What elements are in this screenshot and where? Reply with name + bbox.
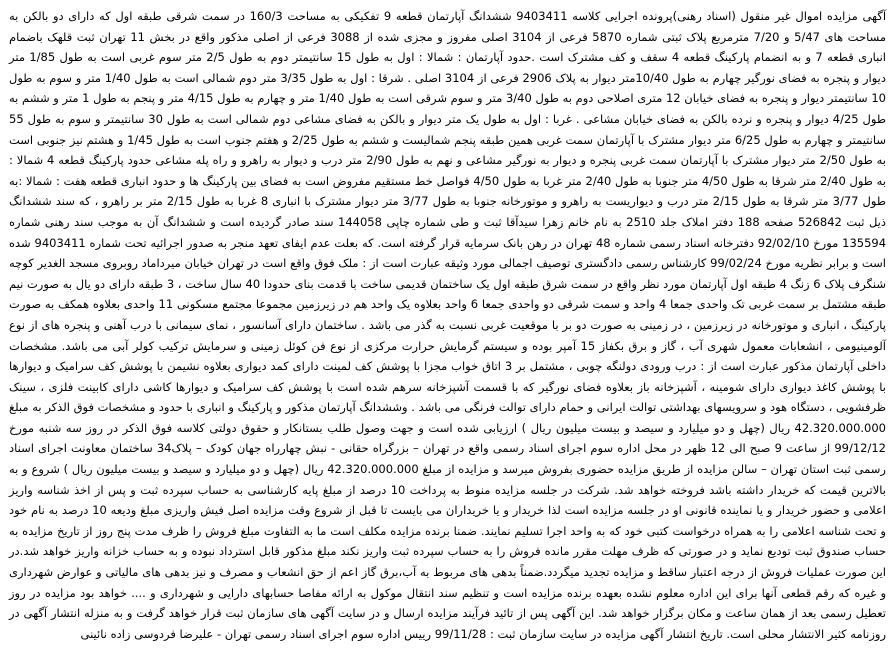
auction-notice-text: آگهی مزایده اموال غیر منقول (اسناد رهنی)پرونده اجرایی کلاسه 9403411 ششدانگ آپارتمان قطعه 9 تفکیکی به مساحت 160/3 در سمت شرقی طبقه اول که دارای دو بالکن به مساحت های 5/47 و 7/20 مترمربع پلاک ثبتی شماره 5870 فرعی از 3104 اصلی مفروز و مجزی شده از 3088 فرعی از اصلی مذکور واقع در بخش 11 تهران ثبت قلهک باضمام انباری قطعه 7 و به انضمام پارکینگ قطعه 4 سقف و کف مشترک است .حدود آپارتمان : شمالا : اول به طول 15 سانتیمتر دوم به طول 2/5 متر سوم غربی است به طول 1/85 متر دیوار و پنجره به فضای نورگیر چهارم به طول 10/40متر دیوار به پلاک 2906 فرعی از 3104 اصلی . شرقا : اول به طول 3/35 متر دوم شمالی است به طول 1/40 متر و سوم به طول 10 سانتیمتر دیوار و پنجره به فضای خیابان 12 متری اصلاحی دوم به طول 3/40 متر و سوم شرقی است به طول 1/40 متر و چهارم به طول 4/15 متر و پنجم به طول 1 متر و ششم به طول 4/25 دیوار و پنجره و نرده بالکن به فضای خیابان مشاعی . غربا : اول به طول یک متر دیوار و بالکن به فضای مشاعی دوم شمالی است به طول 30 سانتیمتر و سوم به طول 55 سانتیمتر و چهارم به طول 6/25 متر دیوار مشترک با آپارتمان سمت غربی همین طبقه پنجم شمالیست و ششم به طول 2/25 و هفتم جنوب است به طول 1/45 و هشتم نیز جنوبی است به طول 2/50 متر دیوار مشترک با آپارتمان سمت غربی پنجره و دیوار به نورگیر مشاعی و نهم به طول 2/90 متر درب و دیوار به راهرو و راه پله مشاعی حدود پارکینگ قطعه 4 شمالا : به طول 2/40 متر شرقا به طول 4/50 متر جنوبا به طول 2/40 متر غربا به طول 4/50 فواصل خط مستقیم مفروض است به فضای بین پارکینگ ها و حدود انباری قطعه هفت : شمالا :به طول 3/77 متر شرقا به طول 2/15 متر درب و دیواریست به راهرو و موتورخانه جنوبا به طول 3/77 متر دیوار مشترک با انباری 8 غربا به طول 2/15 متر بر راهرو ، که سند ششدانگ ذیل ثبت 526842 صفحه 188 دفتر املاک جلد 2510 به نام خانم زهرا سیدآقا ثبت و طی شماره چاپی 144058 سند صادر گردیده است و ششدانگ آن به موجب سند رهنی شماره 135594 مورخ 92/02/10 دفترخانه اسناد رسمی شماره 48 تهران در رهن بانک سرمایه قرار گرفته است. که بعلت عدم ایفای تعهد منجر به صدور اجرائیه تحت شماره 9403411 شده است و برابر نظریه مورخ 99/02/24 کارشناس رسمی دادگستری توصیف اجمالی مورد وثیقه عبارت است از : ملک فوق واقع است در تهران خیابان میرداماد روبروی مسجد الغدیر کوچه شنگرف پلاک 6 زنگ 4 طبقه اول آپارتمان مورد نظر واقع در سمت شرق طبقه اول یک ساختمان قدیمی ساخت با قدمت بنای حدودا 40 سال ساخت ، 3 طبقه دارای دو یال به صورت نیم طبقه مشتمل بر سمت غربی تک واحدی جمعا 4 واحد و سمت شرقی دو واحدی جمعا 6 واحد بعلاوه یک واحد هم در زیرزمین مجموعا مجتمع مسکونی 11 واحدی بعلاوه همکف به صورت پارکینگ ، انباری و موتورخانه در زیرزمین ، در زمینی به صورت دو بر با موقعیت غربی نسبت به گذر می باشد . ساختمان دارای آسانسور ، نمای سیمانی با درب آهنی و پنجره های از نوع آلومینیومی ، انشعابات معمول شهری آب ، گاز و برق بکفاز 15 آمپر بوده و سیستم گرمایش حرارت مرکزی از نوع فن کوئل زمینی و سرمایش ترکیب کولر آبی می باشد. مشخصات داخلی آپارتمان مذکور عبارت است از : درب ورودی دولنگه چوبی ، مشتمل بر 3 اتاق خواب مجزا با پوشش کف لمینت دارای کمد دیواری بعلاوه نشیمن با پوشش کف سرامیک و دیوارها با پوشش کاغذ دیواری دارای شومینه ، آشپزخانه باز بعلاوه فضای نورگیر که با قسمت آشپزخانه سرهم شده است با پوشش کف سرامیک و دیوارها کاشی دارای کابینت فلزی ، سینک ظرفشویی ، دستگاه هود و سرویسهای بهداشتی توالت ایرانی و حمام دارای توالت فرنگی می باشد . وششدانگ آپارتمان مذکور و پارکینگ و انباری با حدود و مشخصات فوق الذکر به مبلغ 42.320.000.000 ریال (چهل و دو میلیارد و سیصد و بیست میلیون ریال ) ارزیابی شده است و جهت وصول طلب بستانکار و حقوق دولتی کلاسه فوق الذکر در روز سه شنبه مورخ 99/12/12 از ساعت 9 صبح الی 12 ظهر در محل اداره سوم اجرای اسناد رسمی واقع در تهران – بزرگراه حقانی - نبش چهارراه جهان کودک – پلاک34 ساختمان معاونت اجرای اسناد رسمی ثبت استان تهران – سالن مزایده از طریق مزایده حضوری بفروش میرسد و مزایده از مبلغ 42.320.000.000 ریال (چهل و دو میلیارد و سیصد و بیست میلیون ریال ) شروع و به بالاترین قیمت که خریدار داشته باشد فروخته خواهد شد. شرکت در جلسه مزایده منوط به پرداخت 10 درصد از مبلغ پایه کارشناسی به حساب سپرده ثبت و پس از اخذ شناسه واریز اعلامی و حضور خریدار و یا نماینده قانونی او در جلسه مزایده است لذا خریدار و یا خریداران می بایست تا قبل از شروع وقت مزایده اصل فیش واریزی مبلغ ودیعه 10 درصد به نام خود و تحت شناسه اعلامی را به همراه درخواست کتبی خود که به واحد اجرا تسلیم نمایند. ضمنا برنده مزایده مکلف است ما به التفاوت مبلغ فروش را ظرف مدت پنج روز از تاریخ مزایده به حساب صندوق ثبت تودیع نماید و در صورتی که ظرف مهلت مقرر مانده فروش را به حساب سپرده ثبت واریز نکند مبلغ مذکور قابل استرداد نبوده و به حساب خزانه واریز خواهد شد.در این صورت عملیات فروش از درجه اعتبار ساقط و مزایده تجدید میگردد.ضمناً بدهی های مربوط به آب،برق گاز اعم از حق انشعاب و مصرف و نیز بدهی های مالیاتی و عوارض شهرداری و غیره که رقم قطعی آنها برای این اداره معلوم نشده بعهده برنده مزایده است و تنظیم سند انتقال موکول به ارائه مفاصا حسابهای دارایی و شهرداری و .... خواهد بود مزایده در روز تعطیل رسمی بعد از همان ساعت و مکان برگزار خواهد شد. این آگهی پس از تائید فرآیند مزایده ارسال و در سایت آگهی های سازمان ثبت قرار خواهد گرفت و به منزله انتشار آگهی در روزنامه کثیر الانتشار محلی است. تاریخ انتشار آگهی مزایده در سایت سازمان ثبت : 99/11/28 رییس اداره سوم اجرای اسناد رسمی تهران - علیرضا فردوسی زاده نائینی <box>9 9 887 641</box>
